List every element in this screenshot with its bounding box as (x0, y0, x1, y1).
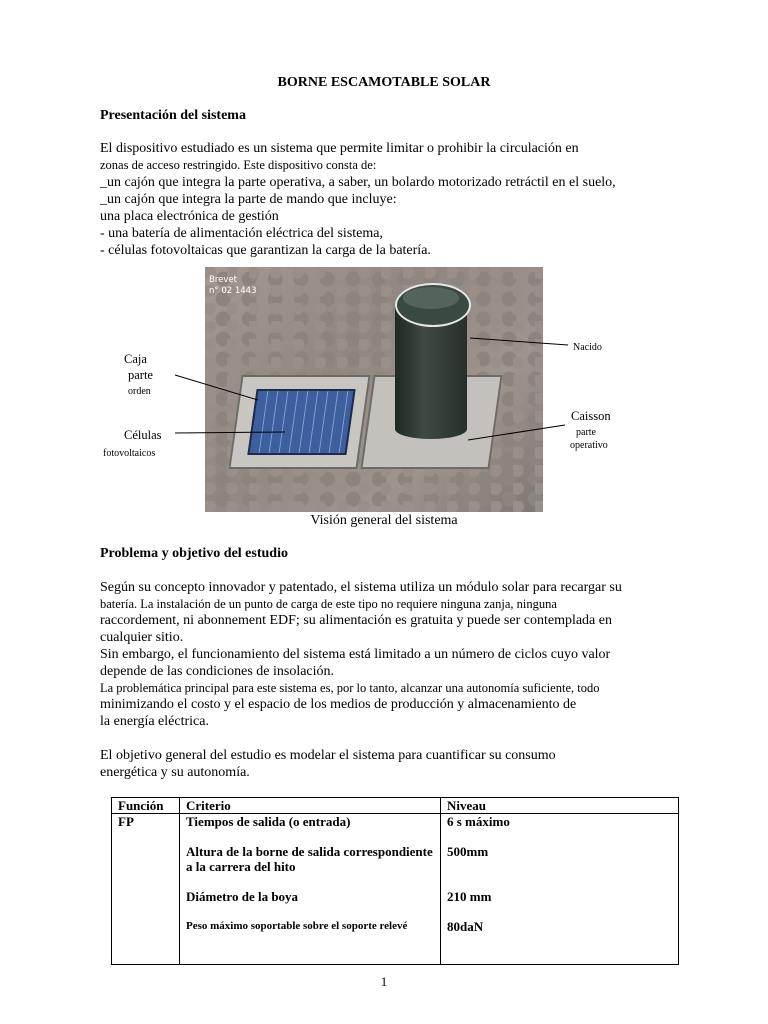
paragraph-line: batería. La instalación de un punto de carga de este tipo no requiere ninguna zanja, ninguna (100, 597, 557, 611)
cell-levels (441, 814, 679, 965)
label-celulas: Células (124, 428, 162, 442)
level-value: 80daN (447, 919, 484, 934)
criterion: Peso máximo soportable sobre el soporte relevé (186, 920, 408, 932)
paragraph-line: una placa electrónica de gestión (100, 209, 279, 224)
paragraph-line: El dispositivo estudiado es un sistema que permite limitar o prohibir la circulación en (100, 141, 579, 156)
header-funcion: Función (112, 798, 180, 814)
cell-criteria (180, 814, 441, 965)
paragraph-line: depende de las condiciones de insolación. (100, 664, 335, 679)
paragraph-line: cualquier sitio. (100, 630, 184, 645)
paragraph-line: Según su concepto innovador y patentado, el sistema utiliza un módulo solar para recargar su (100, 580, 622, 595)
header-niveau: Niveau (441, 798, 679, 814)
cell-function: FP (112, 814, 180, 965)
level-value: 500mm (447, 844, 489, 859)
label-fotovoltaicos: fotovoltaicos (103, 448, 156, 459)
header-criterio: Criterio (180, 798, 441, 814)
criterion: Altura de la borne de salida correspondiente a la carrera del hito (186, 844, 433, 874)
label-nacido: Nacido (573, 342, 602, 353)
paragraph-line: _un cajón que integra la parte operativa, a saber, un bolardo motorizado retráctil en el suelo, (100, 175, 616, 190)
objective-line: energética y su autonomía. (100, 765, 250, 780)
specification-table (111, 797, 679, 965)
paragraph-line: - una batería de alimentación eléctrica del sistema, (100, 226, 383, 241)
figure-caption: Visión general del sistema (310, 513, 458, 528)
level-value: 210 mm (447, 889, 492, 904)
paragraph-line: Sin embargo, el funcionamiento del sistema está limitado a un número de ciclos cuyo valor (100, 647, 611, 662)
paragraph-line: zonas de acceso restringido. Este dispositivo consta de: (100, 158, 377, 172)
table-row (112, 814, 679, 965)
table-header-row (112, 798, 679, 814)
criterion: Tiempos de salida (o entrada) (186, 814, 351, 829)
label-caisson: Caisson (571, 409, 611, 423)
paragraph-line: la energía eléctrica. (100, 714, 209, 729)
bollard-cap (403, 287, 459, 309)
level-value: 6 s máximo (447, 814, 510, 829)
label-caja: Caja (124, 352, 147, 366)
section-heading-problem: Problema y objetivo del estudio (100, 546, 288, 561)
paragraph-line: - células fotovoltaicas que garantizan la carga de la batería. (100, 243, 431, 258)
paragraph-line: raccordement, ni abonnement EDF; su alimentación es gratuita y puede ser contemplada en (100, 613, 612, 628)
label-parte-operativa: parte (576, 427, 596, 438)
patent-stamp: Brevet n° 02 1443 (209, 275, 257, 296)
label-operativo: operativo (570, 440, 608, 451)
document-title: BORNE ESCAMOTABLE SOLAR (277, 75, 491, 90)
solar-panel (247, 389, 355, 455)
page-number: 1 (380, 974, 388, 989)
section-heading-presentation: Presentación del sistema (100, 108, 246, 123)
label-orden: orden (128, 386, 151, 397)
paragraph-line: minimizando el costo y el espacio de los medios de producción y almacenamiento de (100, 697, 577, 712)
paragraph-line: La problemática principal para este sistema es, por lo tanto, alcanzar una autonomía suficiente, todo (100, 681, 600, 695)
paragraph-line: _un cajón que integra la parte de mando que incluye: (100, 192, 397, 207)
label-parte: parte (128, 368, 153, 382)
criterion: Diámetro de la boya (186, 889, 299, 904)
bollard-photo (205, 267, 543, 512)
objective-line: El objetivo general del estudio es modelar el sistema para cuantificar su consumo (100, 748, 556, 763)
